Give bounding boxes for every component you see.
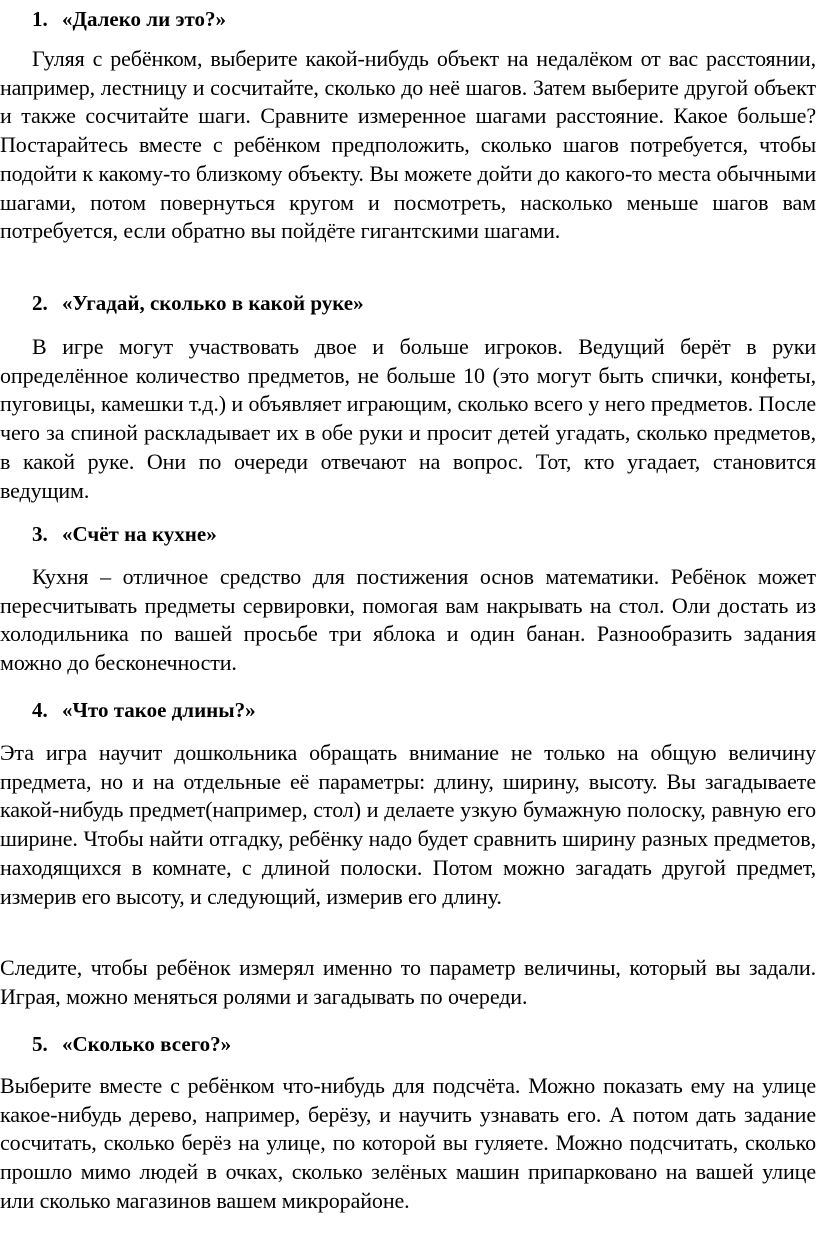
section-5-heading bbox=[32, 1031, 231, 1057]
section-3-number: 3. bbox=[32, 522, 48, 546]
section-1-paragraph: Гуляя с ребёнком, выберите какой-нибудь объект на недалёком от вас расстоянии, например, лестницу и сосчитайте, сколько до неё шагов. Затем выберите другой объект и также сосчитайте шаги. Сравните измеренное шагами расстояние. Какое больше? Постарайтесь вместе с ребёнком предположить, сколько шагов потребуется, чтобы подойти к какому-то близкому объекту. Вы можете дойти до какого-то места обычными шагами, потом повернуться кругом и посмотреть, насколько меньше шагов вам потребуется, если обратно вы пойдёте гигантскими шагами. bbox=[0, 46, 816, 244]
section-2-paragraph: В игре могут участвовать двое и больше игроков. Ведущий берёт в руки определённое количество предметов, не больше 10 (это могут быть спички, конфеты, пуговицы, камешки т.д.) и объявляет играющим, сколько всего у него предметов. После чего за спиной раскладывает их в обе руки и просит детей угадать, сколько предметов, в какой руке. Они по очереди отвечают на вопрос. Тот, кто угадает, становится ведущим. bbox=[0, 334, 816, 503]
section-3-heading bbox=[32, 521, 217, 547]
section-4-title: «Что такое длины?» bbox=[62, 698, 256, 722]
section-4-heading bbox=[32, 697, 256, 723]
section-2-title: «Угадай, сколько в какой руке» bbox=[62, 291, 364, 315]
section-5-paragraph: Выберите вместе с ребёнком что-нибудь для подсчёта. Можно показать ему на улице какое-нибудь дерево, например, берёзу, и научить узнавать его. А потом дать задание сосчитать, сколько берёз на улице, по которой вы гуляете. Можно подсчитать, сколько прошло мимо людей в очках, сколько зелёных машин припарковано на вашей улице или сколько магазинов вашем микрорайоне. bbox=[0, 1073, 816, 1213]
section-2-heading bbox=[32, 290, 364, 316]
section-1-number: 1. bbox=[32, 7, 48, 31]
section-5-number: 5. bbox=[32, 1032, 48, 1056]
section-1-heading bbox=[32, 6, 226, 32]
section-3-paragraph: Кухня – отличное средство для постижения основ математики. Ребёнок может пересчитывать предметы сервировки, помогая вам накрывать на стол. Оли достать из холодильника по вашей просьбе три яблока и один банан. Разнообразить задания можно до бесконечности. bbox=[0, 564, 816, 676]
section-2-number: 2. bbox=[32, 291, 48, 315]
section-1-title: «Далеко ли это?» bbox=[62, 7, 227, 31]
section-4-paragraph-1: Эта игра научит дошкольника обращать внимание не только на общую величину предмета, но и на отдельные её параметры: длину, ширину, высоту. Вы загадываете какой-нибудь предмет(например, стол) и делаете узкую бумажную полоску, равную его ширине. Чтобы найти отгадку, ребёнку надо будет сравнить ширину разных предметов, находящихся в комнате, с длиной полоски. Потом можно загадать другой предмет, измерив его высоту, и следующий, измерив его длину. bbox=[0, 740, 816, 909]
section-4-paragraph-2: Следите, чтобы ребёнок измерял именно то параметр величины, который вы задали. Играя, можно меняться ролями и загадывать по очереди. bbox=[0, 955, 816, 1009]
section-4-number: 4. bbox=[32, 698, 48, 722]
section-5-title: «Сколько всего?» bbox=[62, 1032, 232, 1056]
section-3-title: «Счёт на кухне» bbox=[62, 522, 217, 546]
